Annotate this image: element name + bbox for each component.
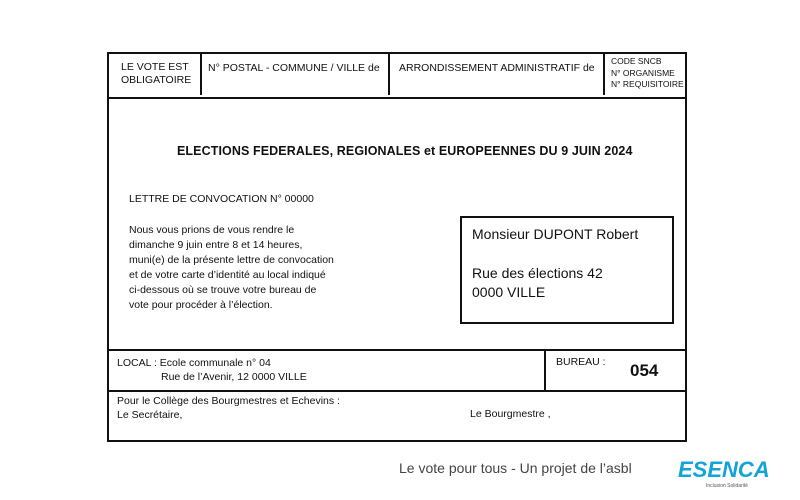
address-box bbox=[460, 216, 674, 324]
header-row bbox=[109, 54, 685, 99]
instruction-line: Nous vous prions de vous rendre le bbox=[129, 224, 295, 236]
local-line: LOCAL : Ecole communale n° 04 bbox=[117, 357, 271, 369]
secretary-label: Le Secrétaire, bbox=[117, 409, 183, 421]
instruction-line: muni(e) de la présente lettre de convocation bbox=[129, 254, 334, 266]
bureau-number: 054 bbox=[630, 361, 659, 380]
local-address: Rue de l’Avenir, 12 0000 VILLE bbox=[161, 371, 307, 383]
recipient-street: Rue des élections 42 bbox=[472, 265, 603, 281]
header-cell-postal bbox=[202, 54, 390, 95]
header-text: CODE SNCB bbox=[611, 56, 662, 66]
convocation-card bbox=[107, 52, 687, 442]
signature-block bbox=[117, 394, 340, 422]
instructions-text bbox=[129, 223, 334, 313]
header-text: N° ORGANISME bbox=[611, 67, 675, 78]
recipient-name: Monsieur DUPONT Robert bbox=[472, 226, 639, 242]
college-line: Pour le Collège des Bourgmestres et Echevins : bbox=[117, 395, 340, 407]
recipient-city: 0000 VILLE bbox=[472, 284, 546, 300]
esenca-logo bbox=[676, 452, 770, 492]
header-cell-codes bbox=[605, 54, 685, 95]
logo-subtitle: Inclusion Solidarité bbox=[706, 483, 748, 489]
instruction-line: vote pour procéder à l’élection. bbox=[129, 299, 273, 311]
instruction-line: ci-dessous où se trouve votre bureau de bbox=[129, 284, 317, 296]
bureau-label: BUREAU : bbox=[556, 356, 606, 368]
instruction-line: et de votre carte d’identité au local indiqué bbox=[129, 269, 326, 281]
election-title: ELECTIONS FEDERALES, REGIONALES et EUROPEENNES DU 9 JUIN 2024 bbox=[177, 144, 633, 158]
header-cell-vote-obligatoire bbox=[109, 54, 202, 95]
local-row bbox=[109, 349, 685, 392]
mayor-label: Le Bourgmestre , bbox=[470, 408, 551, 420]
header-text: LE VOTE EST bbox=[121, 61, 189, 73]
local-info bbox=[109, 351, 546, 390]
header-text: N° POSTAL - COMMUNE / VILLE de bbox=[208, 62, 380, 74]
logo-mark: ESENCA bbox=[678, 457, 770, 482]
instruction-line: dimanche 9 juin entre 8 et 14 heures, bbox=[129, 239, 303, 251]
header-text: ARRONDISSEMENT ADMINISTRATIF de bbox=[399, 62, 595, 74]
header-text: OBLIGATOIRE bbox=[121, 74, 192, 86]
header-cell-arrondissement bbox=[390, 54, 605, 95]
letter-number: LETTRE DE CONVOCATION N° 00000 bbox=[129, 193, 314, 205]
header-text: N° REQUISITOIRE bbox=[611, 79, 684, 89]
credit-text: Le vote pour tous - Un projet de l’asbl bbox=[399, 460, 632, 476]
